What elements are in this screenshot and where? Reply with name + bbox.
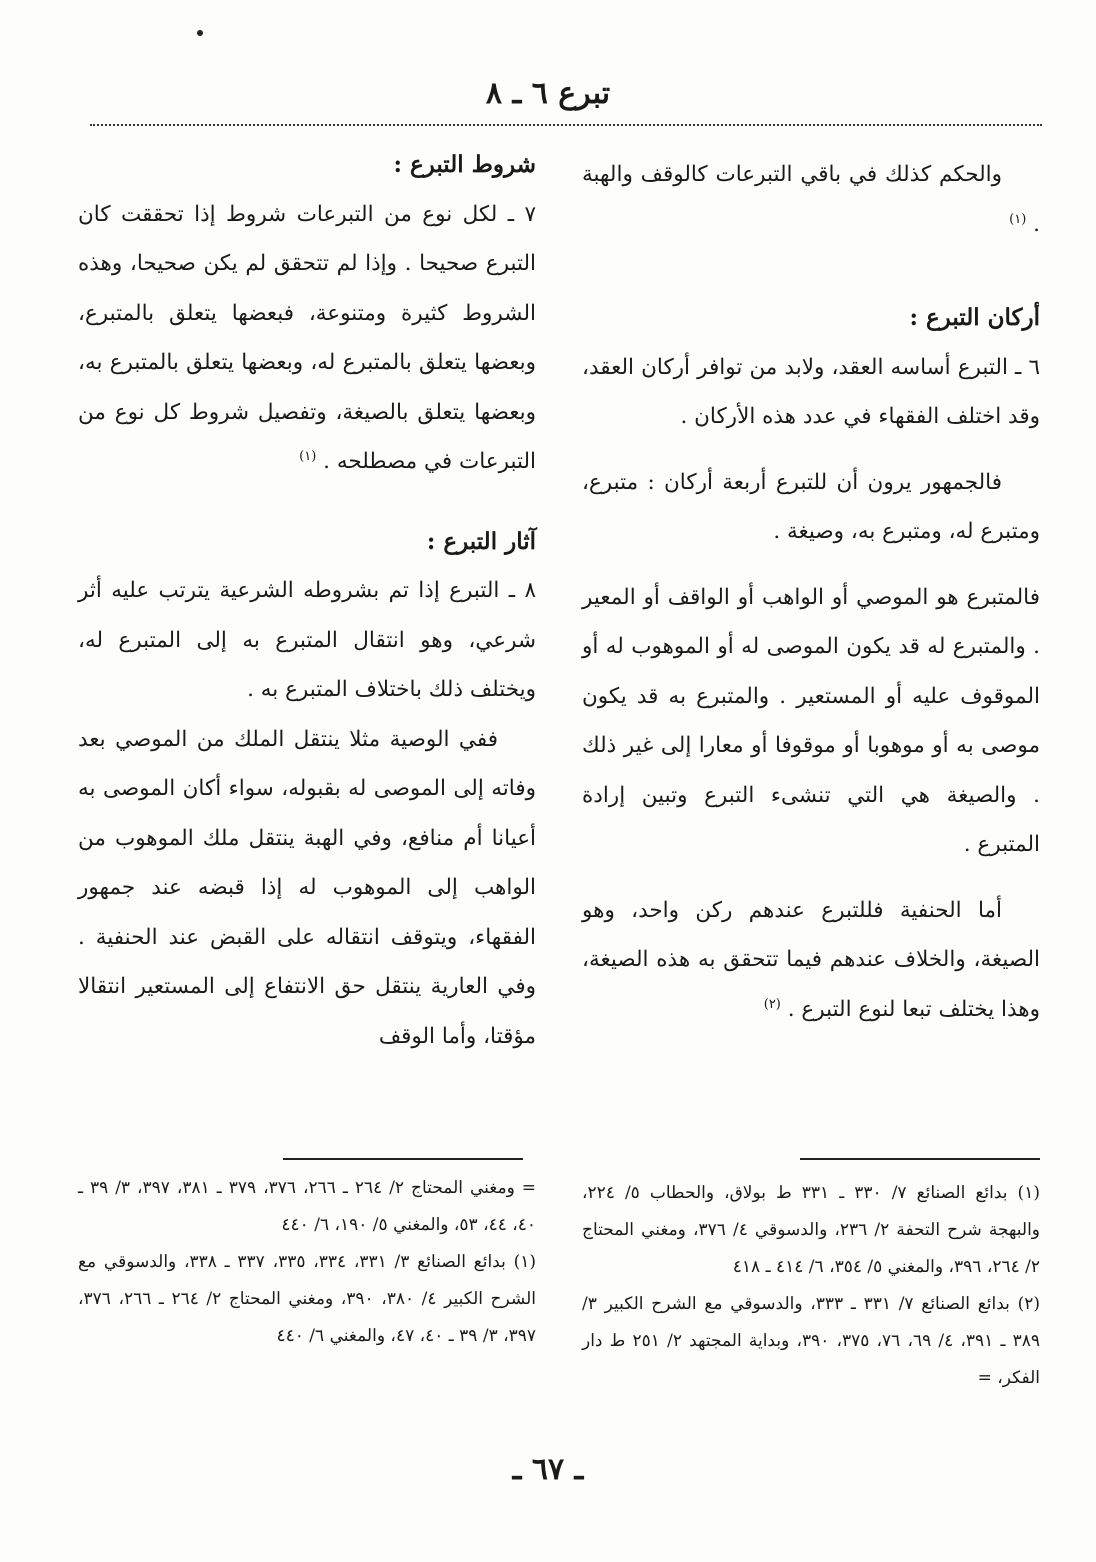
stray-dot: [197, 30, 203, 36]
page-number: ـ ٦٧ ـ: [512, 1452, 584, 1487]
footnote-rule-right: [800, 1158, 1040, 1160]
heading-athar: آثار التبرع :: [426, 527, 536, 555]
page-header: تبرع ٦ ـ ٨: [485, 76, 611, 111]
heading-shurut: شروط التبرع :: [393, 151, 536, 178]
paragraph-8: ٨ ـ التبرع إذا تم بشروطه الشرعية يترتب عليه أثر شرعي، وهو انتقال المتبرع به إلى المتبرع له، ويختلف ذلك باختلاف المتبرع به .: [78, 578, 536, 702]
paragraph-7: ٧ ـ لكل نوع من التبرعات شروط إذا تحققت كان التبرع صحيحا . وإذا لم تتحقق لم يكن صحيحا، وهذه الشروط كثيرة ومتنوعة، فبعضها يتعلق بالمتبرع، وبعضها يتعلق بالمتبرع له، وبعضها يتعلق بالمتبرع به، وبعضها يتعلق بالصيغة، وتفصيل شروط كل نوع من التبرعات في مصطلحه . $^{(١)}$: [78, 201, 536, 474]
footnote: = ومغني المحتاج ٢/ ٢٦٤ ـ ٢٦٦، ٣٧٦، ٣٧٩ ـ ٣٨١، ٣٩٧، ٣/ ٣٩ ـ ٤٠، ٤٤، ٥٣، والمغني ٥/ ١٩٠، ٦/ ٤٤٠: [78, 1178, 537, 1235]
right-column: [582, 150, 1040, 1034]
paragraph-wasiyya: ففي الوصية مثلا ينتقل الملك من الموصي بعد وفاته إلى الموصى له بقبوله، سواء أكان الموصى به أعيانا أم منافع، وفي الهبة ينتقل ملك الموهوب من الواهب إلى الموهوب له إذا قبضه عند جمهور الفقهاء، ويتوقف انتقاله على القبض عند الحنفية . وفي العارية ينتقل حق الانتفاع إلى المستعير انتقالا مؤقتا، وأما الوقف: [78, 726, 536, 1049]
footnote-rule-left: [283, 1158, 523, 1160]
paragraph-mutabarri: فالمتبرع هو الموصي أو الواهب أو الواقف أو المعير . والمتبرع له قد يكون الموصى له أو الموهوب له أو الموقوف عليه أو المستعير . والمتبرع به قد يكون موصى به أو موهوبا أو موقوفا أو معارا إلى غير ذلك . والصيغة هي التي تنشىء التبرع وتبين إرادة المتبرع .: [582, 584, 1040, 857]
footnote: (١) بدائع الصنائع ٧/ ٣٣٠ ـ ٣٣١ ط بولاق، والحطاب ٥/ ٢٢٤، والبهجة شرح التحفة ٢/ ٢٣٦، والدسوقي ٤/ ٣٧٦، ومغني المحتاج ٢/ ٢٦٤، ٣٩٦، والمغني ٥/ ٣٥٤، ٦/ ٤١٤ ـ ٤١٨: [582, 1183, 1040, 1277]
footnotes-right: [582, 1175, 1040, 1397]
header-dotted-rule: [90, 124, 1042, 126]
paragraph-hanafiyya: أما الحنفية فللتبرع عندهم ركن واحد، وهو الصيغة، والخلاف عندهم فيما تتحقق به هذه الصيغة، وهذا يختلف تبعا لنوع التبرع . $^{(٢)}$: [582, 897, 1040, 1022]
heading-arkan: أركان التبرع :: [909, 304, 1040, 331]
paragraph-6: ٦ ـ التبرع أساسه العقد، ولابد من توافر أركان العقد، وقد اختلف الفقهاء في عدد هذه الأركان .: [582, 354, 1040, 429]
paragraph-continuation: والحكم كذلك في باقي التبرعات كالوقف والهبة . $^{(١)}$: [582, 162, 1040, 237]
footnotes-left: [78, 1170, 536, 1355]
footnote: (١) بدائع الصنائع ٣/ ٣٣١، ٣٣٤، ٣٣٥، ٣٣٧ ـ ٣٣٨، والدسوقي مع الشرح الكبير ٤/ ٣٨٠، ٣٩٠، ومغني المحتاج ٢/ ٢٦٤ ـ ٢٦٦، ٣٧٦، ٣٩٧، ٣/ ٣٩ ـ ٤٠، ٤٧، والمغني ٦/ ٤٤٠: [78, 1252, 536, 1346]
paragraph-jumhur: فالجمهور يرون أن للتبرع أربعة أركان : متبرع، ومتبرع له، ومتبرع به، وصيغة .: [582, 469, 1040, 544]
left-column: [78, 140, 536, 1061]
footnote: (٢) بدائع الصنائع ٧/ ٣٣١ ـ ٣٣٣، والدسوقي مع الشرح الكبير ٣/ ٣٨٩ ـ ٣٩١، ٤/ ٦٩، ٧٦، ٣٧٥، ٣٩٠، وبداية المجتهد ٢/ ٢٥١ ط دار الفكر، =: [582, 1294, 1040, 1388]
